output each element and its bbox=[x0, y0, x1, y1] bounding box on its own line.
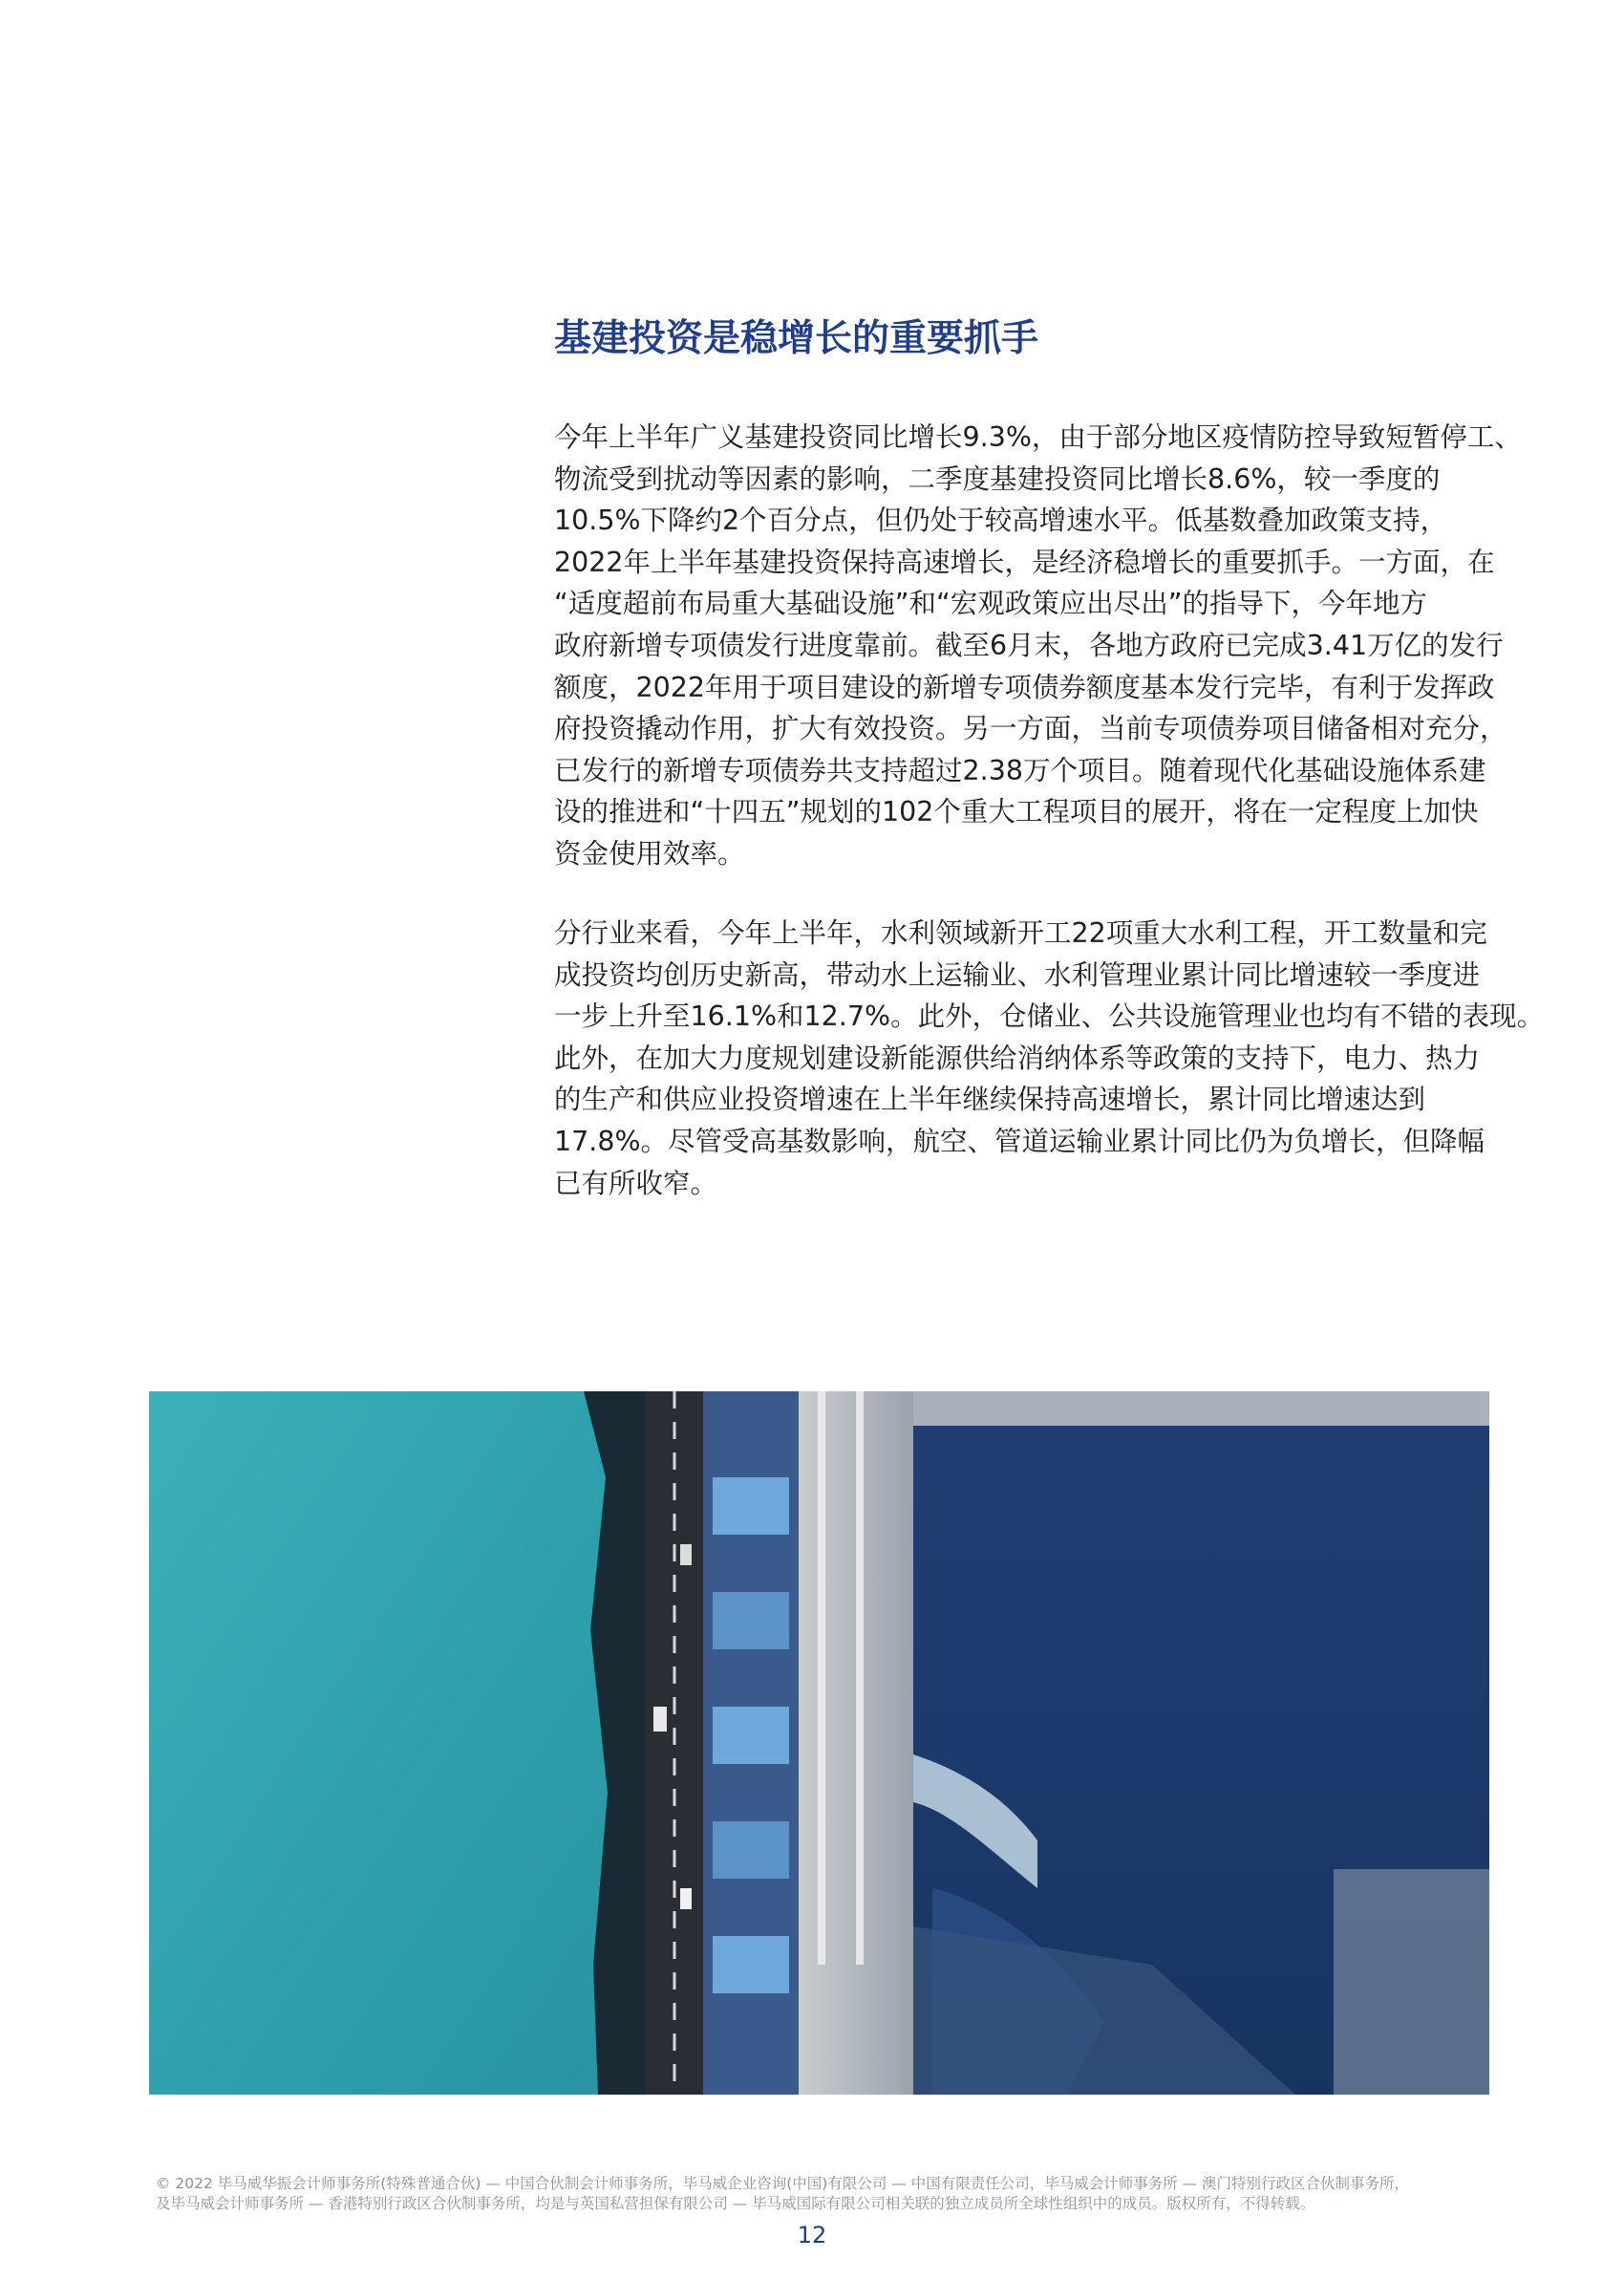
paragraph-line: 的生产和供应业投资增速在上半年继续保持高速增长，累计同比增速达到 bbox=[554, 1084, 1426, 1116]
paragraph-infrastructure bbox=[554, 417, 1522, 875]
paragraph-line: 物流受到扰动等因素的影响，二季度基建投资同比增长8.6%，较一季度的 bbox=[554, 462, 1441, 495]
vehicle bbox=[680, 1544, 692, 1565]
riverbank bbox=[913, 1391, 1489, 1426]
copyright-line: © 2022 毕马威华振会计师事务所(特殊普通合伙) — 中国合伙制会计师事务所，毕马威企业咨询(中国)有限公司 — 中国有限责任公司，毕马威会计师事务所 — 澳门特别行政区合伙制事务所， bbox=[156, 2175, 1410, 2192]
paragraph-line: 一步上升至16.1%和12.7%。此外，仓储业、公共设施管理业也均有不错的表现。 bbox=[554, 1000, 1545, 1033]
paragraph-line: 分行业来看，今年上半年，水利领域新开工22项重大水利工程，开工数量和完 bbox=[554, 917, 1487, 949]
dam-illustration bbox=[149, 1391, 1489, 2095]
vehicle bbox=[653, 1707, 667, 1732]
page-number: 12 bbox=[797, 2222, 827, 2248]
vehicle bbox=[680, 1888, 692, 1909]
paragraph-line: 额度，2022年用于项目建设的新增专项债券额度基本发行完毕，有利于发挥政 bbox=[554, 671, 1495, 703]
paragraph-line: 府投资撬动作用，扩大有效投资。另一方面，当前专项债券项目储备相对充分， bbox=[554, 713, 1507, 745]
paragraph-line: 资金使用效率。 bbox=[554, 837, 745, 870]
copyright-line: 及毕马威会计师事务所 — 香港特别行政区合伙制事务所，均是与英国私营担保有限公司 — 毕马威国际有限公司相关联的独立成员所全球性组织中的成员。版权所有，不得转载。 bbox=[156, 2195, 1315, 2212]
paragraph-line: 已发行的新增专项债券共支持超过2.38万个项目。随着现代化基础设施体系建 bbox=[554, 754, 1486, 786]
section-heading: 基建投资是稳增长的重要抓手 bbox=[554, 317, 1039, 360]
reservoir-water bbox=[149, 1391, 608, 2095]
paragraph-line: 17.8%。尽管受高基数影响，航空、管道运输业累计同比仍为负增长，但降幅 bbox=[554, 1125, 1485, 1157]
paragraph-line: 10.5%下降约2个百分点，但仍处于较高增速水平。低基数叠加政策支持， bbox=[554, 505, 1448, 537]
paragraph-line: 设的推进和“十四五”规划的102个重大工程项目的展开，将在一定程度上加快 bbox=[554, 796, 1479, 828]
paragraph-industry bbox=[554, 913, 1545, 1204]
copyright-footer bbox=[156, 2174, 1493, 2214]
paragraph-line: 今年上半年广义基建投资同比增长9.3%，由于部分地区疫情防控导致短暂停工、 bbox=[554, 421, 1522, 453]
paragraph-line: 已有所收窄。 bbox=[554, 1167, 718, 1199]
paragraph-line: 2022年上半年基建投资保持高速增长，是经济稳增长的重要抓手。一方面，在 bbox=[554, 546, 1495, 578]
paragraph-line: 政府新增专项债发行进度靠前。截至6月末，各地方政府已完成3.41万亿的发行 bbox=[554, 629, 1504, 661]
paragraph-line: 成投资均创历史新高，带动水上运输业、水利管理业累计同比增速较一季度进 bbox=[554, 958, 1481, 991]
paragraph-line: “适度超前布局重大基础设施”和“宏观政策应出尽出”的指导下，今年地方 bbox=[554, 588, 1428, 620]
paragraph-line: 此外，在加大力度规划建设新能源供给消纳体系等政策的支持下，电力、热力 bbox=[554, 1042, 1481, 1074]
dam-aerial-photo bbox=[149, 1391, 1489, 2095]
